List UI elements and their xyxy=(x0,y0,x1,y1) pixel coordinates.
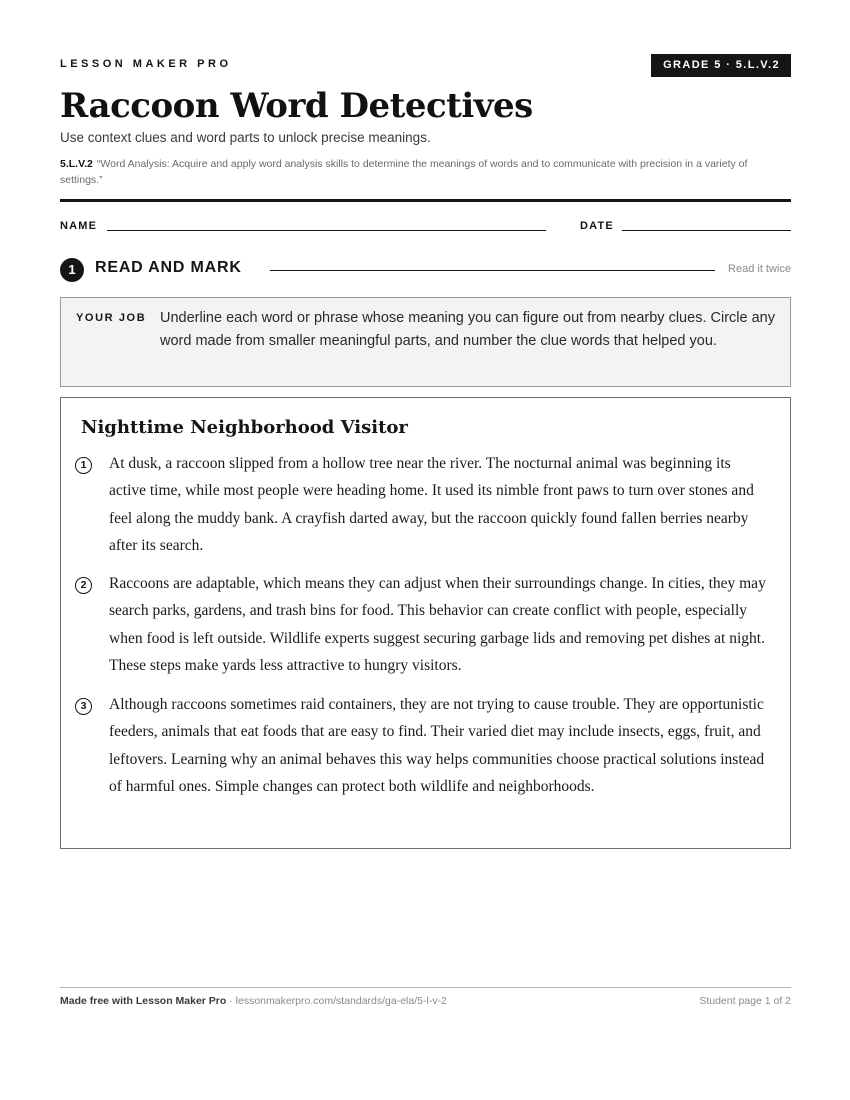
paragraph-number: 1 xyxy=(75,457,92,474)
standard-code: 5.L.V.2 xyxy=(60,158,93,170)
passage-title: Nighttime Neighborhood Visitor xyxy=(81,417,408,438)
worksheet-page xyxy=(60,0,791,1100)
job-instructions-box xyxy=(60,297,791,387)
name-field-line[interactable] xyxy=(107,230,546,231)
reading-passage xyxy=(60,397,791,849)
job-text: Underline each word or phrase whose meaning you can figure out from nearby clues. Circle any word made from smaller meaningful parts, and number the clue words that helped you. xyxy=(160,310,775,349)
section-note: Read it twice xyxy=(728,263,791,275)
footer-url: · lessonmakerpro.com/standards/ga-ela/5-l-v-2 xyxy=(226,995,447,1007)
page-title: Raccoon Word Detectives xyxy=(60,86,533,126)
date-label: DATE xyxy=(580,220,614,232)
job-label: YOUR JOB xyxy=(76,312,147,324)
standard-text: “Word Analysis: Acquire and apply word analysis skills to determine the meanings of words and to communicate with precision in a variety of settings.” xyxy=(60,158,748,186)
page-subtitle: Use context clues and word parts to unlock precise meanings. xyxy=(60,130,431,145)
section-title: READ AND MARK xyxy=(95,259,242,276)
name-label: NAME xyxy=(60,220,98,232)
footer-divider xyxy=(60,987,791,988)
footer-made-with: Made free with Lesson Maker Pro xyxy=(60,995,227,1007)
date-field-line[interactable] xyxy=(622,230,791,231)
brand-name: LESSON MAKER PRO xyxy=(60,58,232,70)
paragraph-text: Raccoons are adaptable, which means they can adjust when their surroundings change. In cities, they may search parks, gardens, and trash bins for food. This behavior can create conflict with people, especially when food is left outside. Wildlife experts suggest securing garbage lids and removing pet dishes at night. These steps make yards less attractive to hungry visitors. xyxy=(109,575,766,675)
grade-badge: GRADE 5 · 5.L.V.2 xyxy=(651,54,791,77)
section-divider xyxy=(270,270,715,271)
paragraph-text: At dusk, a raccoon slipped from a hollow tree near the river. The nocturnal animal was beginning its active time, while most people were heading home. It used its nimble front paws to turn over stones and feel along the muddy bank. A crayfish darted away, but the raccoon quickly found fallen berries nearby after its search. xyxy=(109,455,754,555)
paragraph-text: Although raccoons sometimes raid containers, they are not trying to cause trouble. They are opportunistic feeders, animals that eat foods that are easy to find. Their varied diet may include insects, eggs, fruit, and leftovers. Learning why an animal behaves this way helps communities choose practical solutions instead of harmful ones. Simple changes can protect both wildlife and neighborhoods. xyxy=(109,696,765,796)
standard-statement xyxy=(60,156,791,188)
header-divider xyxy=(60,199,791,202)
paragraph-number: 2 xyxy=(75,577,92,594)
section-number-badge: 1 xyxy=(60,258,84,282)
footer-credit xyxy=(60,995,447,1007)
paragraph-number: 3 xyxy=(75,698,92,715)
footer-page-number: Student page 1 of 2 xyxy=(699,995,791,1007)
